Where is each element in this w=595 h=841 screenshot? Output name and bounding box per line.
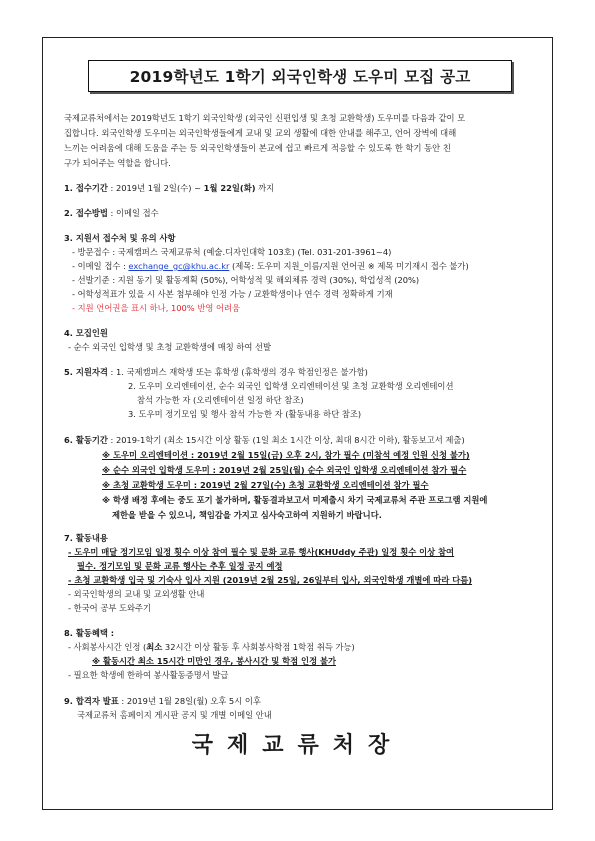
section-announcement [64,696,261,707]
list-item: - 선발기준 : 지원 동기 및 활동계획 (50%), 어학성적 및 해외체류 경력 (30%), 학업성적 (20%) [72,275,420,285]
intro-line: 집합니다. 외국인학생 도우미는 외국인학생들에게 교내 및 교외 생활에 대한 안내를 해주고, 언어 장벽에 대해 [64,128,457,138]
list-item: 2. 도우미 오리엔테이션, 순수 외국인 입학생 오리엔테이션 및 초청 교환학생 오리엔테이션 [128,381,454,391]
notice-item: ※ 학생 배정 후에는 중도 포기 불가하며, 활동결과보고서 미제출시 차기 국제교류처 주관 프로그램 지원에 [102,495,488,505]
benefit-emphasis: 최소 [146,642,163,652]
section-label: 6. 활동기간 [64,435,108,445]
list-item: - 초청 교환학생 입국 및 기숙사 입사 지원 (2019년 2월 25일, 26일부터 입사, 외국인학생 개별에 따라 다름) [68,575,473,585]
list-item: : 1. 국제캠퍼스 재학생 또는 휴학생 (휴학생의 경우 학점인정은 불가함) [107,367,368,377]
section-heading: 3. 지원서 접수처 및 유의 사항 [64,233,176,243]
section-heading: 4. 모집인원 [64,328,108,338]
list-item: - 필요한 학생에 한하여 봉사활동증명서 발급 [68,670,229,680]
notice-item: 제한을 받을 수 있으니, 책임감을 가지고 심사숙고하여 지원하기 바랍니다. [112,510,382,520]
issuer-signature: 국제교류처장 [191,732,404,758]
section-label: 5. 지원자격 [64,367,108,377]
benefit-line [68,642,355,653]
section-heading: 8. 활동혜택 : [64,628,115,638]
section-value: : 2019년 1월 28일(월) 오후 5시 이후 [118,696,261,706]
section-activity-period [64,435,465,446]
list-item: 필수. 정기모임 및 문화 교류 행사는 추후 일정 공지 예정 [77,561,283,571]
list-item: 참석 가능한 자 (오리엔테이션 일정 하단 참조) [137,395,304,405]
separator: : [107,183,116,193]
intro-line: 느끼는 어려움에 대해 도움을 주는 등 외국인학생들이 본교에 쉽고 빠르게 적응할 수 있도록 한 학기 동안 친 [64,143,451,153]
list-item: - 외국인학생의 교내 및 교외생활 안내 [68,589,205,599]
section-value: : 2019-1학기 (최소 15시간 이상 활동 (1일 최소 1시간 이상, 최대 8시간 이하), 활동보고서 제출) [107,435,465,445]
section-application-method [64,208,159,219]
section-label: 9. 합격자 발표 [64,696,119,706]
list-item: - 순수 외국인 입학생 및 초청 교환학생에 매칭 하여 선발 [68,342,272,352]
intro-line: 구가 되어주는 역할을 합니다. [64,158,171,168]
section-label: 2. 접수방법 [64,208,108,218]
period-suffix: 까지 [255,183,275,193]
email-note: (제목: 도우미 지원_이름/지원 언어권 ※ 제목 미기재시 접수 불가) [229,261,469,271]
notice-item: ※ 활동시간 최소 15시간 미만인 경우, 봉사시간 및 학점 인정 불가 [92,656,337,666]
page-title [88,60,512,92]
email-link[interactable]: exchange_gc@khu.ac.kr [128,261,230,271]
section-eligibility [64,367,368,378]
list-item: - 한국어 공부 도와주기 [68,603,152,613]
period-deadline: 1월 22일(화) [203,183,256,193]
list-item: 국제교류처 홈페이지 게시판 공지 및 개별 이메일 안내 [77,710,272,720]
list-item: - 어학성적표가 있을 시 사본 첨부해야 인정 가능 / 교환학생이나 연수 경력 정확하게 기재 [72,289,393,299]
section-heading: 7. 활동내용 [64,533,108,543]
list-item: - 방문접수 : 국제캠퍼스 국제교류처 (예술.디자인대학 103호) (Tel. 031-201-3961~4) [72,247,392,257]
list-item: - 도우미 매달 정기모임 일정 횟수 이상 참여 필수 및 문화 교류 행사(KHUddy 주관) 일정 횟수 이상 참여 [68,547,455,557]
list-item: 3. 도우미 정기모임 및 행사 참석 가능한 자 (활동내용 하단 참조) [128,409,362,419]
section-value: : 이메일 접수 [107,208,159,218]
benefit-text: - 사회봉사시간 인정 ( [68,642,147,652]
notice-item: ※ 순수 외국인 입학생 도우미 : 2019년 2월 25일(월) 순수 외국인 입학생 오리엔테이션 참가 필수 [102,465,467,475]
benefit-text: 32시간 이상 활동 후 사회봉사학점 1학점 취득 가능) [162,642,355,652]
notice-item: ※ 초청 교환학생 도우미 : 2019년 2월 27일(수) 초청 교환학생 오리엔테이션 참가 필수 [102,480,429,490]
section-label: 1. 접수기간 [64,183,108,193]
warning-item: - 지원 언어권을 표시 하나, 100% 반영 어려움 [72,303,241,313]
notice-item: ※ 도우미 오리엔테이션 : 2019년 2월 15일(금) 오후 2시, 참가 필수 (미참석 예정 인원 신청 불가) [102,450,470,460]
email-label: - 이메일 접수 : [72,261,129,271]
email-line [72,261,469,272]
section-application-period [64,183,274,194]
intro-line: 국제교류처에서는 2019학년도 1학기 외국인학생 (외국인 신편입생 및 초청 교환학생) 도우미를 다음과 같이 모 [64,113,466,123]
page-title-text: 2019학년도 1학기 외국인학생 도우미 모집 공고 [129,68,471,86]
period-start: 2019년 1월 2일(수) ~ [115,183,204,193]
